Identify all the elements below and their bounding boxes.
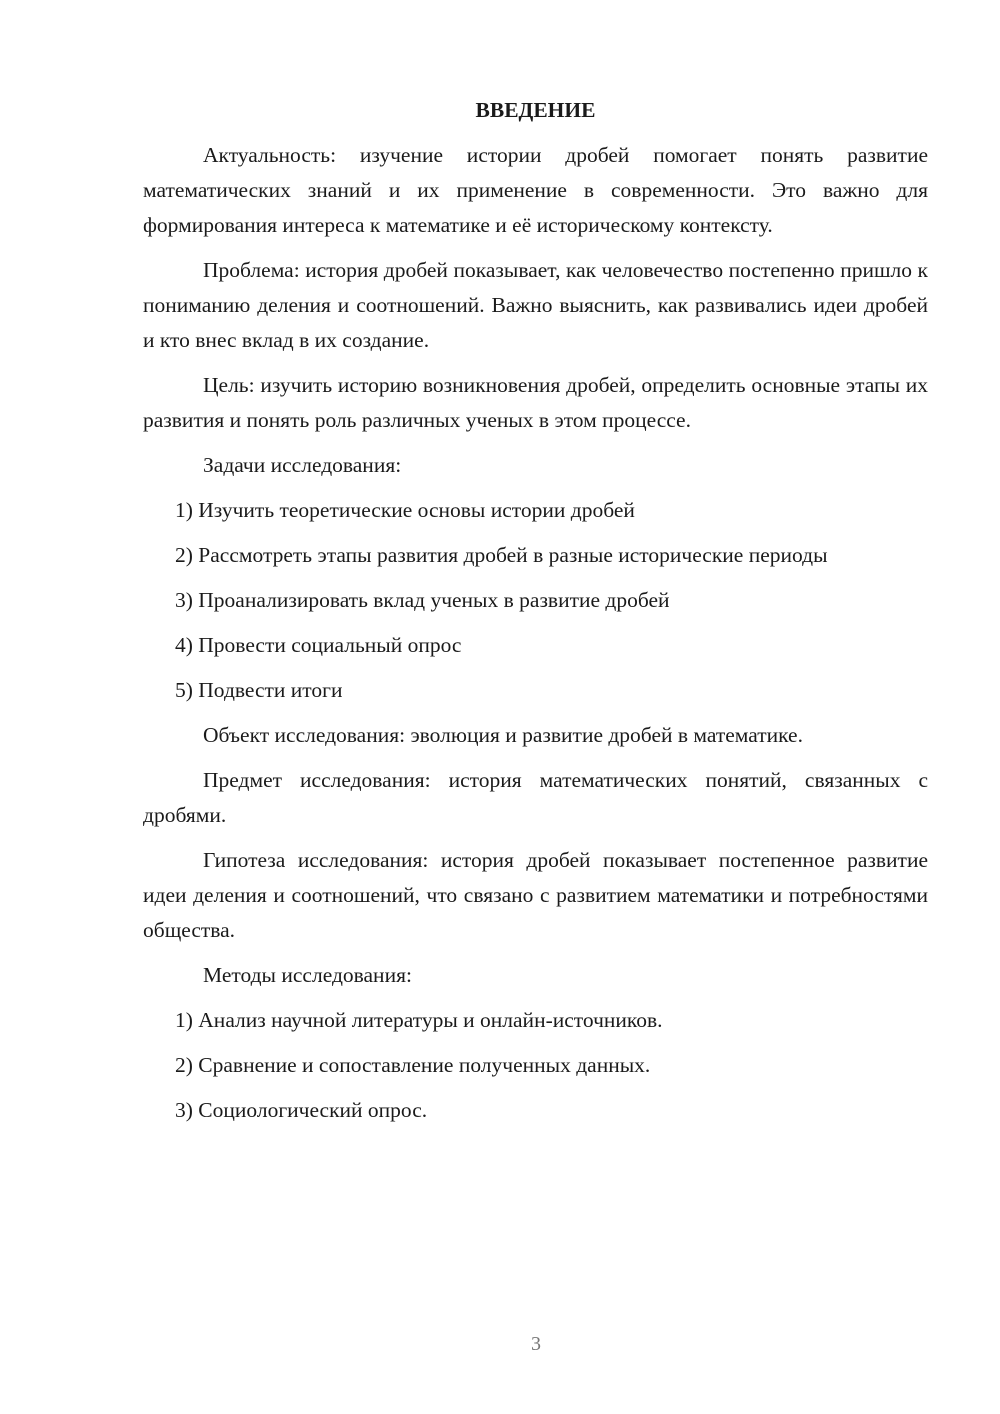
tasks-heading: Задачи исследования:: [203, 453, 402, 477]
paragraph-problem: Проблема: история дробей показывает, как человечество постепенно пришло к пониманию деления и соотношений. Важно выяснить, как развивались идеи дробей и кто внес вклад в их создание.: [143, 258, 928, 352]
list-item: 3) Проанализировать вклад ученых в развитие дробей: [175, 588, 670, 612]
tasks-list: [143, 493, 928, 708]
list-item: 2) Сравнение и сопоставление полученных данных.: [175, 1053, 651, 1077]
page-title: ВВЕДЕНИЕ: [475, 98, 596, 122]
paragraph-subject: Предмет исследования: история математических понятий, связанных с дробями.: [143, 768, 928, 827]
page-number: 3: [531, 1333, 541, 1355]
page-content: [143, 93, 928, 1138]
list-item: 5) Подвести итоги: [175, 678, 343, 702]
list-item: 3) Социологический опрос.: [175, 1098, 428, 1122]
paragraph-object: Объект исследования: эволюция и развитие дробей в математике.: [203, 723, 803, 747]
list-item: 2) Рассмотреть этапы развития дробей в разные исторические периоды: [175, 543, 828, 567]
paragraph-hypothesis: Гипотеза исследования: история дробей показывает постепенное развитие идеи деления и соотношений, что связано с развитием математики и потребностями общества.: [143, 848, 928, 942]
methods-heading: Методы исследования:: [203, 963, 412, 987]
paragraph-goal: Цель: изучить историю возникновения дробей, определить основные этапы их развития и понять роль различных ученых в этом процессе.: [143, 373, 928, 432]
list-item: 1) Анализ научной литературы и онлайн-источников.: [175, 1008, 663, 1032]
list-item: 1) Изучить теоретические основы истории дробей: [175, 498, 635, 522]
paragraph-relevance: Актуальность: изучение истории дробей помогает понять развитие математических знаний и их применение в современности. Это важно для формирования интереса к математике и её историческому контексту.: [143, 143, 928, 237]
methods-list: [143, 1003, 928, 1128]
list-item: 4) Провести социальный опрос: [175, 633, 462, 657]
